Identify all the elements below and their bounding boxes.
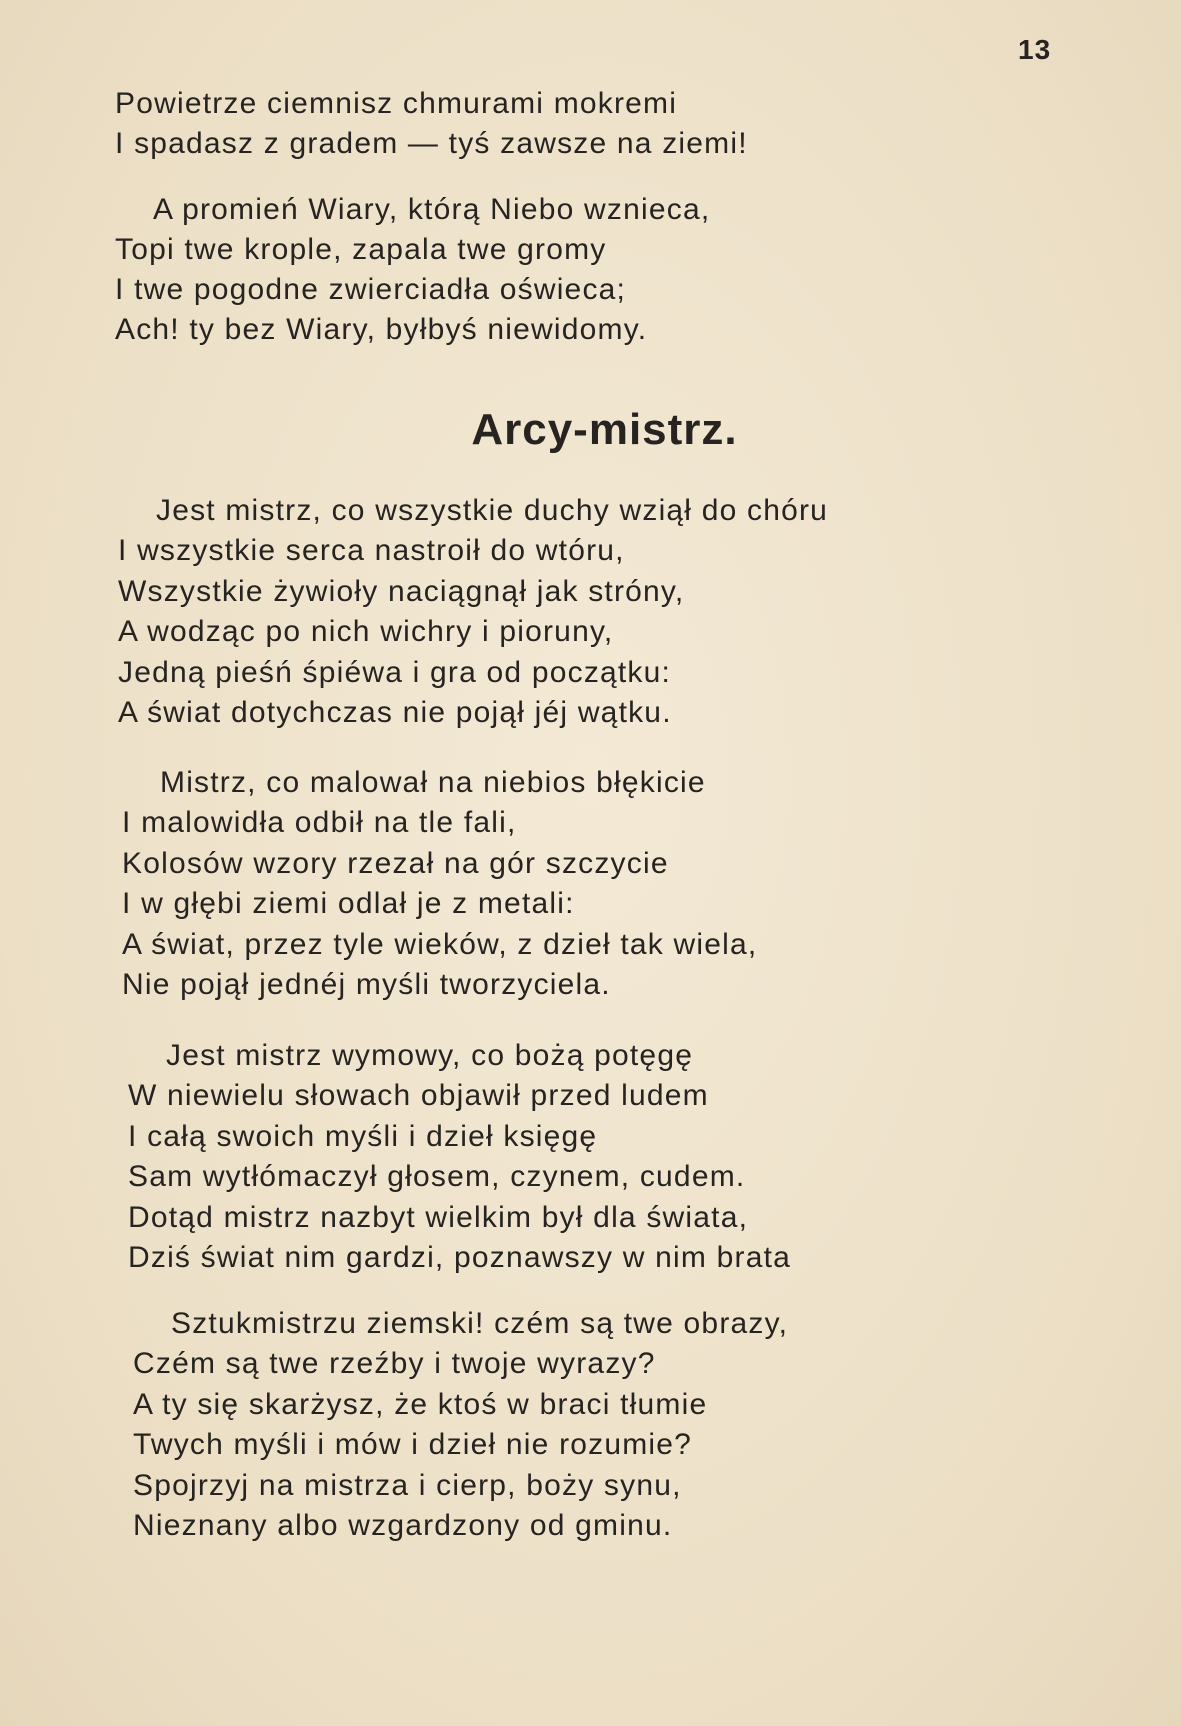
verse-line: Dotąd mistrz nazbyt wielkim był dla świata, [128,1200,749,1234]
page-number: 13 [1018,34,1052,65]
verse-line: I spadasz z gradem — tyś zawsze na ziemi! [115,127,748,160]
verse-line: A świat, przez tyle wieków, z dzieł tak wiela, [122,927,758,961]
verse-line: Jest mistrz wymowy, co bożą potęgę [166,1039,694,1072]
stanza [128,1036,791,1278]
verse-line: Kolosów wzory rzezał na gór szczycie [122,846,669,880]
verse-line: I malowidła odbił na tle fali, [122,806,517,840]
stanza [115,84,748,164]
verse-line: I wszystkie serca nastroił do wtóru, [118,534,625,568]
verse-line: Sam wytłómaczył głosem, czynem, cudem. [128,1160,746,1194]
verse-line: Jest mistrz, co wszystkie duchy wziął do chóru [156,494,829,527]
verse-line: W niewielu słowach objawił przed ludem [128,1079,709,1113]
verse-line: A wodząc po nich wichry i pioruny, [118,615,614,649]
verse-line: Nieznany albo wzgardzony od gminu. [133,1509,673,1543]
verse-line: A promień Wiary, którą Niebo wznieca, [153,193,711,226]
verse-line: Twych myśli i mów i dzieł nie rozumie? [133,1428,693,1462]
stanza [115,190,710,350]
verse-line: I twe pogodne zwierciadła oświeca; [115,273,627,306]
stanza [122,763,757,1005]
stanza [118,491,828,733]
verse-line: Sztukmistrzu ziemski! czém są twe obrazy, [171,1307,789,1340]
verse-line: A ty się skarżysz, że ktoś w braci tłumie [133,1387,708,1421]
verse-line: Powietrze ciemnisz chmurami mokremi [115,87,678,120]
verse-line: Dziś świat nim gardzi, poznawszy w nim brata [128,1241,791,1275]
verse-line: Mistrz, co malował na niebios błękicie [160,766,706,799]
poem-title: Arcy-mistrz. [471,405,738,454]
verse-line: Ach! ty bez Wiary, byłbyś niewidomy. [115,313,648,346]
verse-line: I w głębi ziemi odlał je z metali: [122,887,575,921]
verse-line: Czém są twe rzeźby i twoje wyrazy? [133,1347,656,1381]
verse-line: Spojrzyj na mistrza i cierp, boży synu, [133,1468,682,1502]
verse-line: A świat dotychczas nie pojął jéj wątku. [118,696,672,730]
stanza [133,1304,788,1546]
verse-line: Wszystkie żywioły naciągnął jak stróny, [118,574,685,608]
verse-line: Nie pojął jednéj myśli tworzyciela. [122,968,611,1002]
verse-line: Jedną pieśń śpiéwa i gra od początku: [118,655,672,689]
verse-line: Topi twe krople, zapala twe gromy [115,233,607,266]
verse-line: I całą swoich myśli i dzieł księgę [128,1119,598,1153]
